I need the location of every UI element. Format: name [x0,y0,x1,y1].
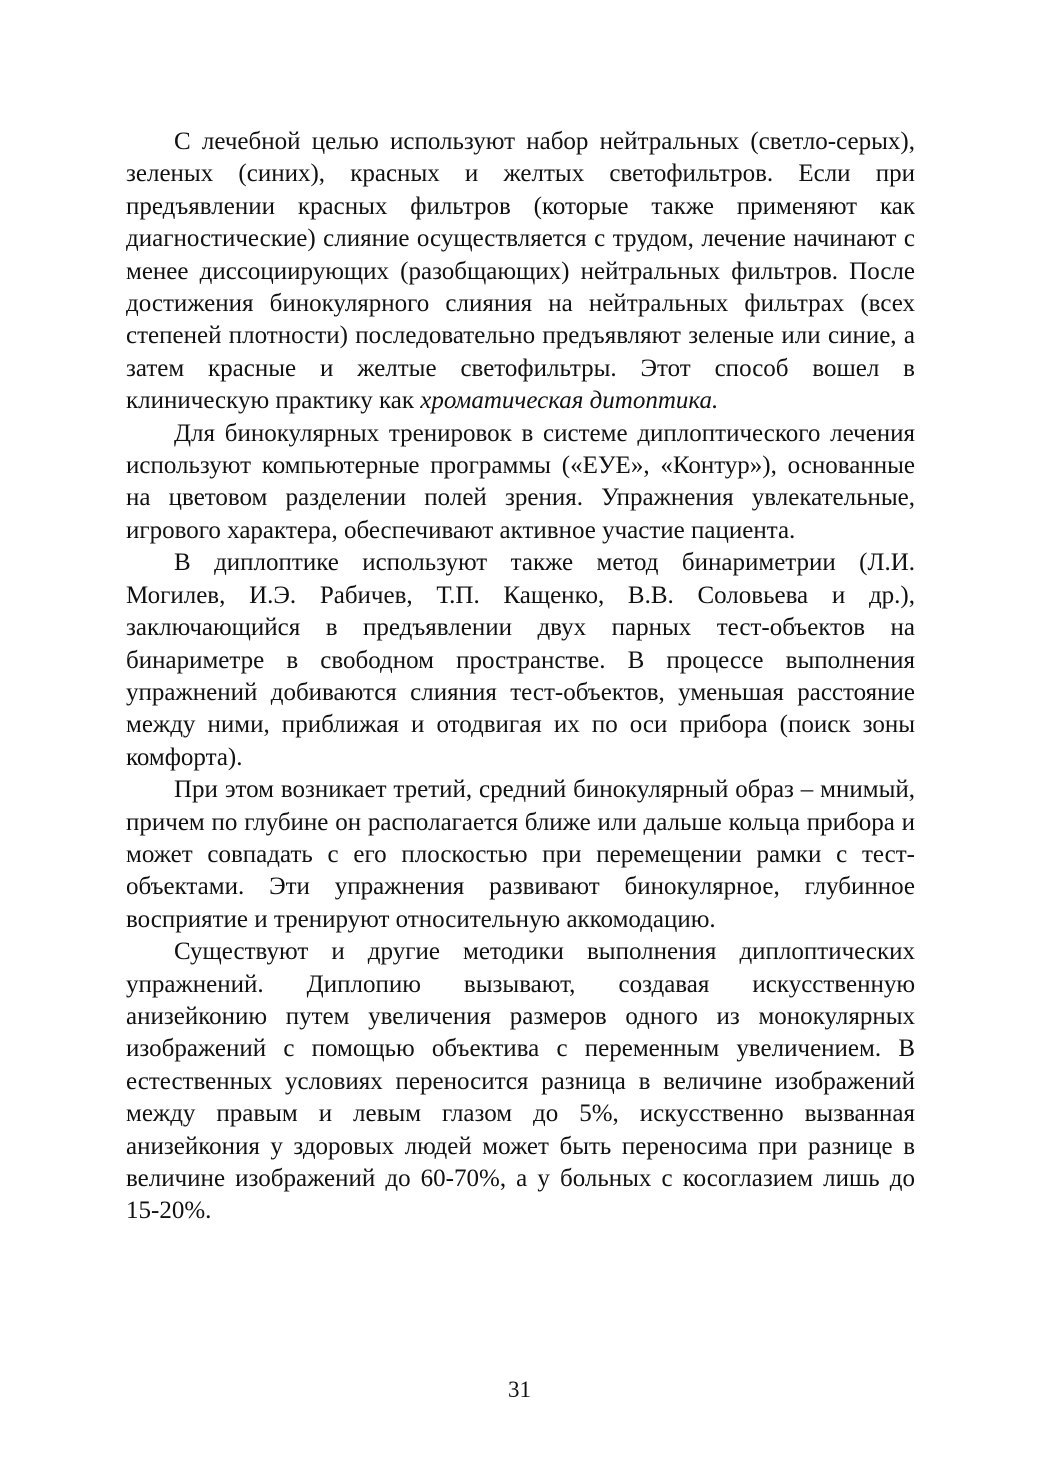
paragraph-1 [126,126,915,418]
paragraph-3: В диплоптике используют также метод бинариметрии (Л.И. Могилев, И.Э. Рабичев, Т.П. Кащенко, В.В. Соловьева и др.), заключающийся в предъявлении двух парных тест-объектов на бинариметре в свободном пространстве. В процессе выполнения упражнений добиваются слияния тест-объектов, уменьшая расстояние между ними, приближая и отодвигая их по оси прибора (поиск зоны комфорта). [126,549,915,771]
body-text [126,126,915,1228]
paragraph-4: При этом возникает третий, средний бинокулярный образ – мнимый, причем по глубине он располагается ближе или дальше кольца прибора и может совпадать с его плоскостью при перемещении рамки с тест-объектами. Эти упражнения развивают бинокулярное, глубинное восприятие и тренируют относительную аккомодацию. [126,776,915,933]
paragraph-2: Для бинокулярных тренировок в системе диплоптического лечения используют компьютерные программы («ЕУЕ», «Контур»), основанные на цветовом разделении полей зрения. Упражнения увлекательные, игрового характера, обеспечивают активное участие пациента. [126,419,915,544]
paragraph-5: Существуют и другие методики выполнения диплоптических упражнений. Диплопию вызывают, создавая искусственную анизейконию путем увеличения размеров одного из монокулярных изображений с помощью объектива с переменным увеличением. В естественных условиях переносится разница в величине изображений между правым и левым глазом до 5%, искусственно вызванная анизейкония у здоровых людей может быть переносима при разнице в величине изображений до 60-70%, а у больных с косоглазием лишь до 15-20%. [126,938,915,1225]
paragraph-1-text: С лечебной целью используют набор нейтральных (светло-серых), зеленых (синих), красных и желтых светофильтров. Если при предъявлении красных фильтров (которые также применяют как диагностические) слияние осуществляется с трудом, лечение начинают с менее диссоциирующих (разобщающих) нейтральных фильтров. После достижения бинокулярного слияния на нейтральных фильтрах (всех степеней плотности) последовательно предъявляют зеленые или синие, а затем красные и желтые светофильтры. Этот способ вошел в клиническую практику как [126,128,915,415]
emphasis-term: хроматическая дитоптика. [420,387,719,415]
page-number: 31 [508,1377,531,1402]
